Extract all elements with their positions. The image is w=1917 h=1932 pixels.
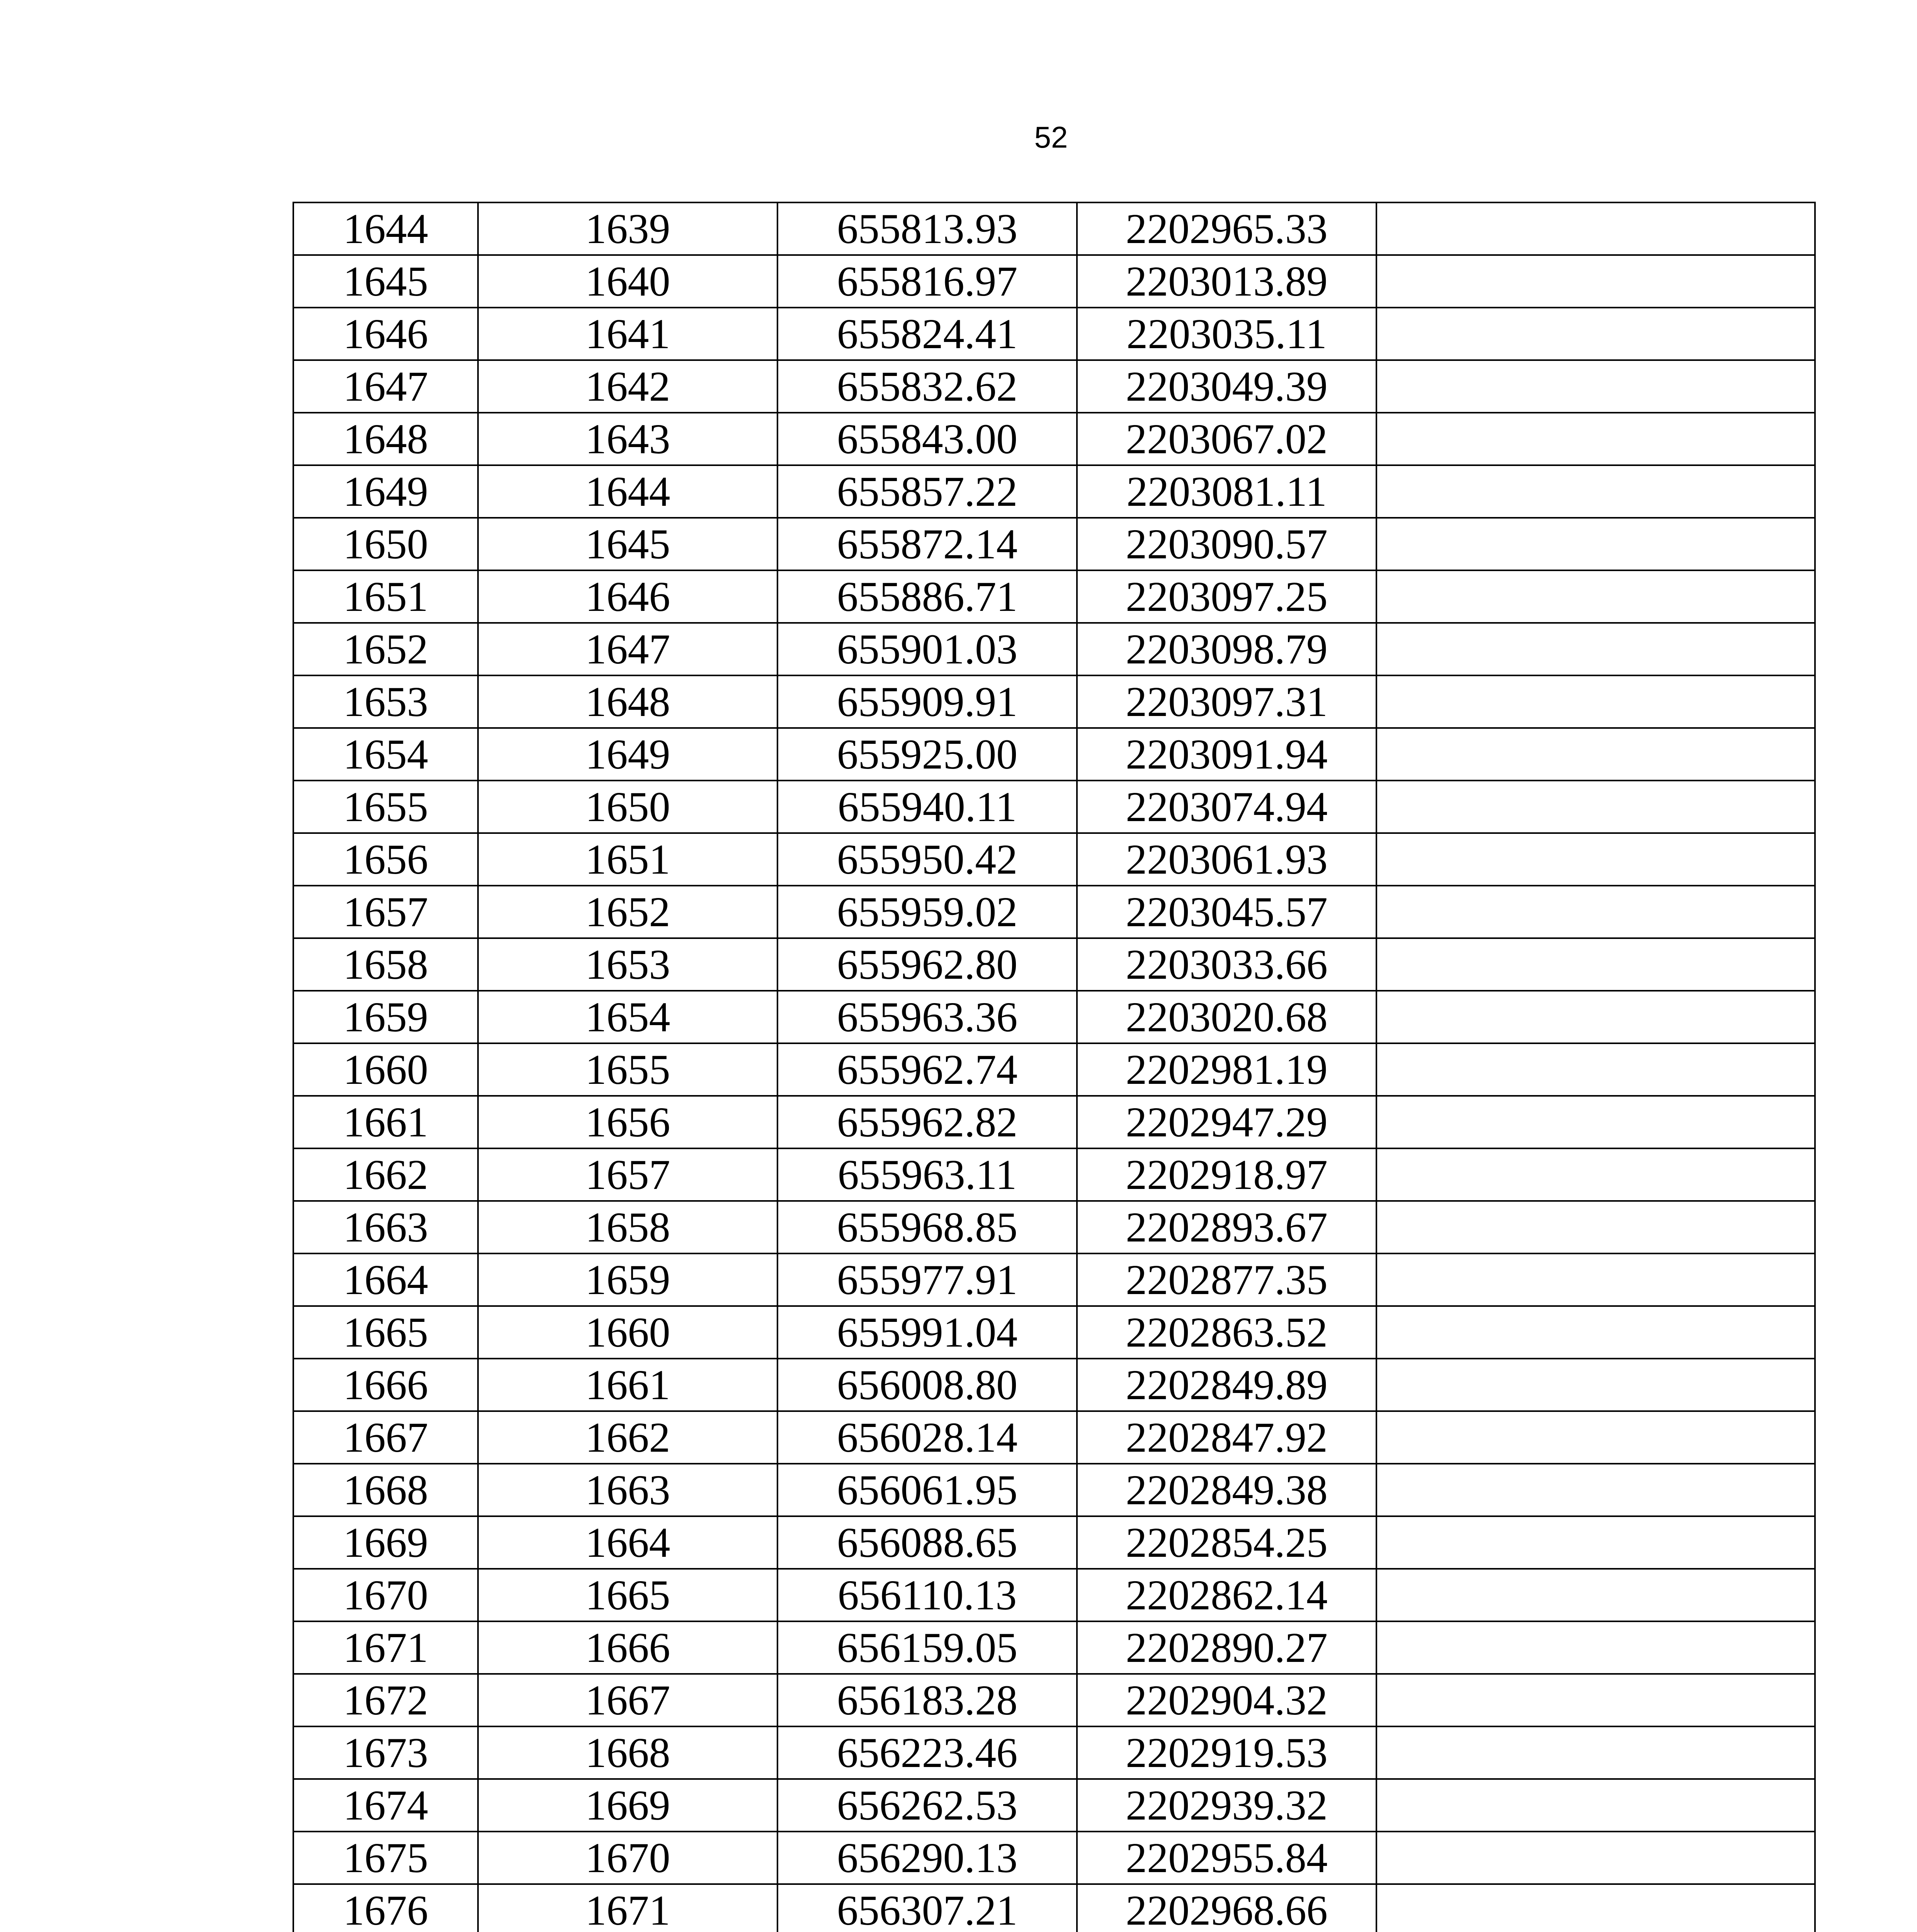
row-number-cell: 1671 [293, 1621, 478, 1674]
row-number-cell: 1664 [293, 1253, 478, 1306]
table-row [293, 1148, 1815, 1201]
note-cell [1376, 202, 1815, 255]
table-row [293, 833, 1815, 886]
y-coordinate-cell: 2203067.02 [1077, 413, 1376, 465]
table-row [293, 1884, 1815, 1932]
row-number-cell: 1665 [293, 1306, 478, 1359]
row-number-cell: 1670 [293, 1569, 478, 1621]
table-row [293, 1779, 1815, 1832]
note-cell [1376, 991, 1815, 1043]
point-number-cell: 1656 [478, 1096, 777, 1148]
point-number-cell: 1664 [478, 1516, 777, 1569]
point-number-cell: 1645 [478, 518, 777, 570]
table-row [293, 1832, 1815, 1884]
row-number-cell: 1651 [293, 570, 478, 623]
y-coordinate-cell: 2203049.39 [1077, 360, 1376, 413]
y-coordinate-cell: 2202847.92 [1077, 1411, 1376, 1464]
row-number-cell: 1666 [293, 1359, 478, 1411]
y-coordinate-cell: 2203020.68 [1077, 991, 1376, 1043]
point-number-cell: 1648 [478, 675, 777, 728]
row-number-cell: 1673 [293, 1726, 478, 1779]
point-number-cell: 1665 [478, 1569, 777, 1621]
table-row [293, 1306, 1815, 1359]
note-cell [1376, 938, 1815, 991]
note-cell [1376, 1096, 1815, 1148]
table-row [293, 1096, 1815, 1148]
point-number-cell: 1641 [478, 308, 777, 360]
x-coordinate-cell: 656061.95 [777, 1464, 1077, 1516]
x-coordinate-cell: 655959.02 [777, 886, 1077, 938]
x-coordinate-cell: 655940.11 [777, 781, 1077, 833]
note-cell [1376, 518, 1815, 570]
note-cell [1376, 308, 1815, 360]
point-number-cell: 1646 [478, 570, 777, 623]
note-cell [1376, 360, 1815, 413]
y-coordinate-cell: 2202877.35 [1077, 1253, 1376, 1306]
y-coordinate-cell: 2203081.11 [1077, 465, 1376, 518]
point-number-cell: 1662 [478, 1411, 777, 1464]
x-coordinate-cell: 656223.46 [777, 1726, 1077, 1779]
note-cell [1376, 413, 1815, 465]
point-number-cell: 1670 [478, 1832, 777, 1884]
y-coordinate-cell: 2203061.93 [1077, 833, 1376, 886]
y-coordinate-cell: 2203098.79 [1077, 623, 1376, 675]
point-number-cell: 1655 [478, 1043, 777, 1096]
table-row [293, 465, 1815, 518]
x-coordinate-cell: 656008.80 [777, 1359, 1077, 1411]
note-cell [1376, 1043, 1815, 1096]
table-row [293, 991, 1815, 1043]
y-coordinate-cell: 2202862.14 [1077, 1569, 1376, 1621]
x-coordinate-cell: 655962.82 [777, 1096, 1077, 1148]
note-cell [1376, 1201, 1815, 1253]
point-number-cell: 1652 [478, 886, 777, 938]
y-coordinate-cell: 2202893.67 [1077, 1201, 1376, 1253]
row-number-cell: 1676 [293, 1884, 478, 1932]
point-number-cell: 1654 [478, 991, 777, 1043]
y-coordinate-cell: 2203090.57 [1077, 518, 1376, 570]
row-number-cell: 1658 [293, 938, 478, 991]
note-cell [1376, 1884, 1815, 1932]
x-coordinate-cell: 656028.14 [777, 1411, 1077, 1464]
row-number-cell: 1659 [293, 991, 478, 1043]
row-number-cell: 1668 [293, 1464, 478, 1516]
x-coordinate-cell: 656110.13 [777, 1569, 1077, 1621]
note-cell [1376, 728, 1815, 781]
x-coordinate-cell: 655977.91 [777, 1253, 1077, 1306]
row-number-cell: 1648 [293, 413, 478, 465]
y-coordinate-cell: 2202863.52 [1077, 1306, 1376, 1359]
x-coordinate-cell: 656088.65 [777, 1516, 1077, 1569]
row-number-cell: 1669 [293, 1516, 478, 1569]
point-number-cell: 1643 [478, 413, 777, 465]
point-number-cell: 1663 [478, 1464, 777, 1516]
point-number-cell: 1671 [478, 1884, 777, 1932]
table-row [293, 1674, 1815, 1726]
note-cell [1376, 1569, 1815, 1621]
x-coordinate-cell: 655925.00 [777, 728, 1077, 781]
y-coordinate-cell: 2202981.19 [1077, 1043, 1376, 1096]
row-number-cell: 1646 [293, 308, 478, 360]
note-cell [1376, 465, 1815, 518]
x-coordinate-cell: 655813.93 [777, 202, 1077, 255]
y-coordinate-cell: 2202849.38 [1077, 1464, 1376, 1516]
x-coordinate-cell: 656290.13 [777, 1832, 1077, 1884]
point-number-cell: 1649 [478, 728, 777, 781]
table-row [293, 518, 1815, 570]
point-number-cell: 1668 [478, 1726, 777, 1779]
point-number-cell: 1650 [478, 781, 777, 833]
row-number-cell: 1652 [293, 623, 478, 675]
row-number-cell: 1650 [293, 518, 478, 570]
note-cell [1376, 623, 1815, 675]
y-coordinate-cell: 2202919.53 [1077, 1726, 1376, 1779]
table-row [293, 886, 1815, 938]
point-number-cell: 1640 [478, 255, 777, 308]
y-coordinate-cell: 2202904.32 [1077, 1674, 1376, 1726]
note-cell [1376, 1464, 1815, 1516]
y-coordinate-cell: 2203091.94 [1077, 728, 1376, 781]
y-coordinate-cell: 2202955.84 [1077, 1832, 1376, 1884]
x-coordinate-cell: 656307.21 [777, 1884, 1077, 1932]
x-coordinate-cell: 655963.36 [777, 991, 1077, 1043]
point-number-cell: 1661 [478, 1359, 777, 1411]
point-number-cell: 1647 [478, 623, 777, 675]
x-coordinate-cell: 656262.53 [777, 1779, 1077, 1832]
table-row [293, 1253, 1815, 1306]
table-row [293, 781, 1815, 833]
row-number-cell: 1655 [293, 781, 478, 833]
note-cell [1376, 1306, 1815, 1359]
point-number-cell: 1642 [478, 360, 777, 413]
x-coordinate-cell: 655991.04 [777, 1306, 1077, 1359]
coordinates-table [293, 202, 1816, 1932]
y-coordinate-cell: 2202918.97 [1077, 1148, 1376, 1201]
point-number-cell: 1659 [478, 1253, 777, 1306]
note-cell [1376, 1253, 1815, 1306]
row-number-cell: 1674 [293, 1779, 478, 1832]
x-coordinate-cell: 655901.03 [777, 623, 1077, 675]
note-cell [1376, 1359, 1815, 1411]
table-row [293, 1726, 1815, 1779]
note-cell [1376, 1148, 1815, 1201]
row-number-cell: 1649 [293, 465, 478, 518]
x-coordinate-cell: 656159.05 [777, 1621, 1077, 1674]
row-number-cell: 1672 [293, 1674, 478, 1726]
y-coordinate-cell: 2203045.57 [1077, 886, 1376, 938]
row-number-cell: 1675 [293, 1832, 478, 1884]
row-number-cell: 1645 [293, 255, 478, 308]
y-coordinate-cell: 2202965.33 [1077, 202, 1376, 255]
note-cell [1376, 886, 1815, 938]
note-cell [1376, 833, 1815, 886]
row-number-cell: 1657 [293, 886, 478, 938]
y-coordinate-cell: 2202939.32 [1077, 1779, 1376, 1832]
row-number-cell: 1654 [293, 728, 478, 781]
page-number: 52 [1034, 120, 1068, 154]
point-number-cell: 1667 [478, 1674, 777, 1726]
note-cell [1376, 570, 1815, 623]
point-number-cell: 1644 [478, 465, 777, 518]
point-number-cell: 1651 [478, 833, 777, 886]
point-number-cell: 1639 [478, 202, 777, 255]
table-row [293, 1359, 1815, 1411]
y-coordinate-cell: 2202890.27 [1077, 1621, 1376, 1674]
y-coordinate-cell: 2202854.25 [1077, 1516, 1376, 1569]
table-row [293, 413, 1815, 465]
x-coordinate-cell: 655963.11 [777, 1148, 1077, 1201]
point-number-cell: 1660 [478, 1306, 777, 1359]
table-row [293, 623, 1815, 675]
table-row [293, 1621, 1815, 1674]
point-number-cell: 1658 [478, 1201, 777, 1253]
y-coordinate-cell: 2202968.66 [1077, 1884, 1376, 1932]
table-row [293, 728, 1815, 781]
point-number-cell: 1653 [478, 938, 777, 991]
table-row [293, 202, 1815, 255]
x-coordinate-cell: 655950.42 [777, 833, 1077, 886]
row-number-cell: 1662 [293, 1148, 478, 1201]
x-coordinate-cell: 655886.71 [777, 570, 1077, 623]
y-coordinate-cell: 2203097.25 [1077, 570, 1376, 623]
note-cell [1376, 781, 1815, 833]
note-cell [1376, 1726, 1815, 1779]
table-row [293, 360, 1815, 413]
y-coordinate-cell: 2202849.89 [1077, 1359, 1376, 1411]
point-number-cell: 1666 [478, 1621, 777, 1674]
note-cell [1376, 1411, 1815, 1464]
x-coordinate-cell: 655962.80 [777, 938, 1077, 991]
table-row [293, 938, 1815, 991]
y-coordinate-cell: 2203097.31 [1077, 675, 1376, 728]
table-row [293, 1411, 1815, 1464]
table-row [293, 1201, 1815, 1253]
x-coordinate-cell: 655843.00 [777, 413, 1077, 465]
table-row [293, 1516, 1815, 1569]
row-number-cell: 1644 [293, 202, 478, 255]
x-coordinate-cell: 655816.97 [777, 255, 1077, 308]
coordinates-table-body [293, 202, 1815, 1932]
y-coordinate-cell: 2202947.29 [1077, 1096, 1376, 1148]
note-cell [1376, 255, 1815, 308]
table-row [293, 1043, 1815, 1096]
table-row [293, 255, 1815, 308]
y-coordinate-cell: 2203033.66 [1077, 938, 1376, 991]
row-number-cell: 1653 [293, 675, 478, 728]
x-coordinate-cell: 655909.91 [777, 675, 1077, 728]
x-coordinate-cell: 655832.62 [777, 360, 1077, 413]
row-number-cell: 1661 [293, 1096, 478, 1148]
x-coordinate-cell: 655872.14 [777, 518, 1077, 570]
table-row [293, 570, 1815, 623]
x-coordinate-cell: 655962.74 [777, 1043, 1077, 1096]
note-cell [1376, 1779, 1815, 1832]
point-number-cell: 1669 [478, 1779, 777, 1832]
row-number-cell: 1660 [293, 1043, 478, 1096]
row-number-cell: 1663 [293, 1201, 478, 1253]
note-cell [1376, 1621, 1815, 1674]
note-cell [1376, 1674, 1815, 1726]
table-row [293, 308, 1815, 360]
y-coordinate-cell: 2203035.11 [1077, 308, 1376, 360]
row-number-cell: 1667 [293, 1411, 478, 1464]
y-coordinate-cell: 2203013.89 [1077, 255, 1376, 308]
x-coordinate-cell: 655968.85 [777, 1201, 1077, 1253]
x-coordinate-cell: 655857.22 [777, 465, 1077, 518]
table-row [293, 1569, 1815, 1621]
note-cell [1376, 675, 1815, 728]
row-number-cell: 1647 [293, 360, 478, 413]
x-coordinate-cell: 655824.41 [777, 308, 1077, 360]
note-cell [1376, 1832, 1815, 1884]
row-number-cell: 1656 [293, 833, 478, 886]
point-number-cell: 1657 [478, 1148, 777, 1201]
note-cell [1376, 1516, 1815, 1569]
table-row [293, 1464, 1815, 1516]
y-coordinate-cell: 2203074.94 [1077, 781, 1376, 833]
x-coordinate-cell: 656183.28 [777, 1674, 1077, 1726]
table-row [293, 675, 1815, 728]
